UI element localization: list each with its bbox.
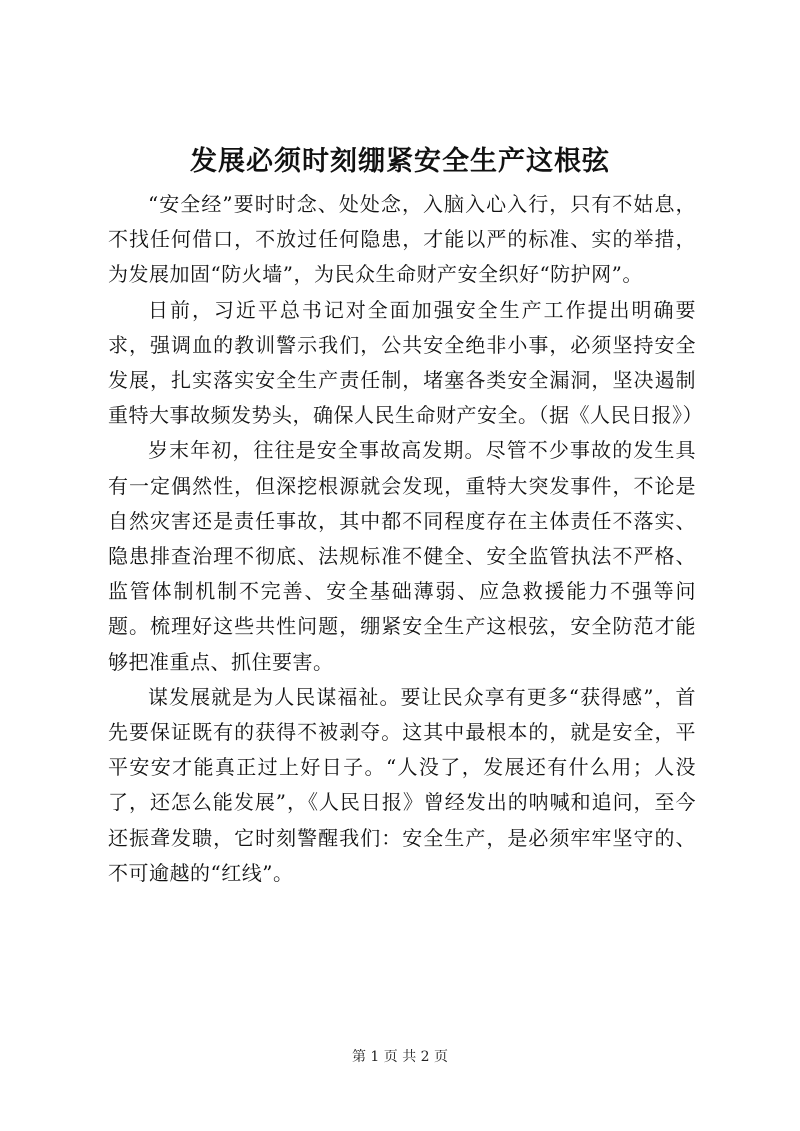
paragraph-1: “安全经”要时时念、处处念，入脑入心入行，只有不姑息，不找任何借口，不放过任何隐患，才能以严的标准、实的举措，为发展加固“防火墙”，为民众生命财产安全织好“防护网”。 bbox=[108, 192, 696, 287]
paragraph-3: 岁末年初，往往是安全事故高发期。尽管不少事故的发生具有一定偶然性，但深挖根源就会发现，重特大突发事件，不论是自然灾害还是责任事故，其中都不同程度存在主体责任不落实、隐患排查治理不彻底、法规标准不健全、安全监管执法不严格、监管体制机制不完善、安全基础薄弱、应急救援能力不强等问题。梳理好这些共性问题，绷紧安全生产这根弦，安全防范才能够把准重点、抓住要害。 bbox=[108, 438, 696, 674]
paragraph-2: 日前，习近平总书记对全面加强安全生产工作提出明确要求，强调血的教训警示我们，公共安全绝非小事，必须坚持安全发展，扎实落实安全生产责任制，堵塞各类安全漏洞，坚决遏制重特大事故频发势头，确保人民生命财产安全。（据《人民日报》） bbox=[108, 297, 703, 428]
document-body bbox=[108, 187, 703, 891]
document-title: 发展必须时刻绷紧安全生产这根弦 bbox=[190, 146, 610, 177]
paragraph-4: 谋发展就是为人民谋福祉。要让民众享有更多“获得感”，首先要保证既有的获得不被剥夺。这其中最根本的，就是安全，平平安安才能真正过上好日子。“人没了，发展还有什么用；人没了，还怎么能发展”，《人民日报》曾经发出的呐喊和追问，至今还振聋发聩，它时刻警醒我们：安全生产，是必须牢牢坚守的、不可逾越的“红线”。 bbox=[108, 684, 696, 885]
page-number-footer: 第 1 页 共 2 页 bbox=[351, 1049, 449, 1065]
